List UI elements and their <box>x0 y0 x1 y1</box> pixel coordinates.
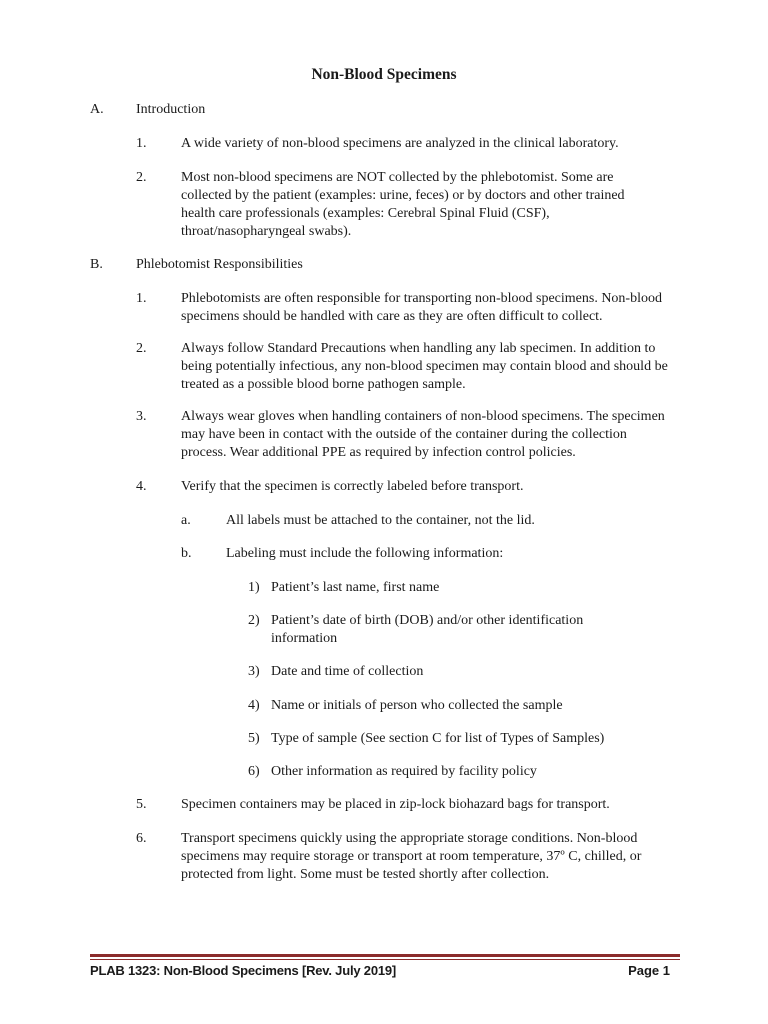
document-title: Non-Blood Specimens <box>311 66 457 83</box>
label-info-item: Patient’s last name, first name <box>271 580 440 595</box>
label-info-number: 6) <box>248 764 260 779</box>
item-number: 5. <box>136 797 147 812</box>
section-b-label: B. <box>90 257 103 272</box>
sub-item: Labeling must include the following information: <box>226 546 504 561</box>
sub-item: All labels must be attached to the container, not the lid. <box>226 513 535 528</box>
item-number: 3. <box>136 409 147 424</box>
sub-item-letter: a. <box>181 513 191 528</box>
label-info-item: Date and time of collection <box>271 664 424 679</box>
item-number: 1. <box>136 291 147 306</box>
item-number: 2. <box>136 341 147 356</box>
item-number: 4. <box>136 479 147 494</box>
item-number: 6. <box>136 831 147 846</box>
list-item: Always follow Standard Precautions when handling any lab specimen. In addition to being potentially infectious, any non-blood specimen may contain blood and should be treated as a possible blood borne pathogen sample. <box>181 341 668 392</box>
label-info-item: Name or initials of person who collected the sample <box>271 698 563 713</box>
label-info-item: Other information as required by facility policy <box>271 764 537 779</box>
footer-document-title: PLAB 1323: Non-Blood Specimens [Rev. July 2019] <box>90 963 397 978</box>
section-a-label: A. <box>90 102 104 117</box>
list-item: Specimen containers may be placed in zip-lock biohazard bags for transport. <box>181 797 610 812</box>
label-info-item: Patient’s date of birth (DOB) and/or other identification information <box>271 613 584 646</box>
sub-item-letter: b. <box>181 546 192 561</box>
list-item: Most non-blood specimens are NOT collected by the phlebotomist. Some are collected by the patient (examples: urine, feces) or by doctors and other trained health care professionals (examples: Cerebral Spinal Fluid (CSF), throat/nasopharyngeal swabs). <box>181 170 625 239</box>
label-info-number: 5) <box>248 731 260 746</box>
list-item: Transport specimens quickly using the appropriate storage conditions. Non-blood specimens may require storage or transport at room temperature, 37º C, chilled, or protected from light. Some must be tested shortly after collection. <box>181 831 642 882</box>
footer-page-number: Page 1 <box>628 963 670 978</box>
label-info-number: 4) <box>248 698 260 713</box>
label-info-number: 1) <box>248 580 260 595</box>
section-b-heading: Phlebotomist Responsibilities <box>136 257 303 272</box>
list-item: Phlebotomists are often responsible for transporting non-blood specimens. Non-blood specimens should be handled with care as they are often difficult to collect. <box>181 291 662 324</box>
footer-divider <box>90 954 680 960</box>
section-a-heading: Introduction <box>136 102 206 117</box>
item-number: 2. <box>136 170 147 185</box>
item-number: 1. <box>136 136 147 151</box>
list-item: Always wear gloves when handling containers of non-blood specimens. The specimen may have been in contact with the outside of the container during the collection process. Wear additional PPE as required by infection control policies. <box>181 409 665 460</box>
list-item: A wide variety of non-blood specimens are analyzed in the clinical laboratory. <box>181 136 619 151</box>
label-info-number: 3) <box>248 664 260 679</box>
label-info-number: 2) <box>248 613 260 628</box>
list-item: Verify that the specimen is correctly labeled before transport. <box>181 479 524 494</box>
label-info-item: Type of sample (See section C for list of Types of Samples) <box>271 731 605 746</box>
